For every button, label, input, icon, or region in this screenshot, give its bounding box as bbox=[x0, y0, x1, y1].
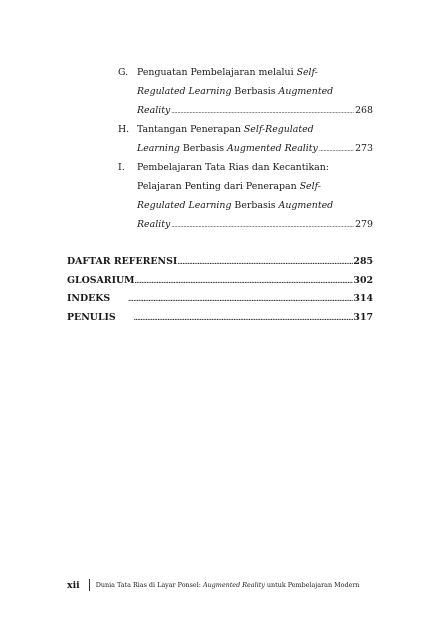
dot-leader bbox=[134, 315, 354, 322]
entry-label: GLOSARIUM bbox=[67, 275, 135, 286]
entry-leader-line: Reality ..... 268 bbox=[137, 105, 373, 116]
dot-leader bbox=[177, 259, 353, 266]
toc-entry-g[interactable] bbox=[118, 67, 373, 121]
footer-book-title: Dunia Tata Rias di Layar Ponsel: Augmented Reality untuk Pembelajaran Modern bbox=[95, 581, 360, 589]
toc-entry-indeks[interactable] bbox=[67, 293, 373, 304]
toc-entry-penulis[interactable] bbox=[67, 312, 373, 323]
entry-leader-line: Learning Berbasis Augmented Reality ..... 273 bbox=[137, 143, 373, 154]
entry-letter: I. bbox=[118, 162, 125, 173]
entry-letter: H. bbox=[118, 124, 130, 135]
page-number: 314 bbox=[353, 293, 373, 304]
dot-leader bbox=[319, 146, 354, 153]
page-number: 285 bbox=[353, 256, 373, 267]
dot-leader bbox=[135, 278, 354, 285]
entry-line: Regulated Learning Berbasis Augmented bbox=[137, 86, 334, 97]
entry-line: Pembelajaran Tata Rias dan Kecantikan: bbox=[137, 162, 329, 173]
entry-line: Tantangan Penerapan Self-Regulated bbox=[137, 124, 314, 135]
page-footer bbox=[67, 578, 367, 592]
footer-divider bbox=[89, 579, 90, 591]
dot-leader bbox=[128, 296, 353, 303]
page-number: 279 bbox=[355, 219, 373, 230]
page-number: 268 bbox=[355, 105, 373, 116]
toc-entry-glosarium[interactable] bbox=[67, 275, 373, 286]
page-number: 273 bbox=[355, 143, 373, 154]
entry-label: INDEKS bbox=[67, 293, 111, 304]
page-number: 317 bbox=[353, 312, 373, 323]
entry-line: Pelajaran Penting dari Penerapan Self- bbox=[137, 181, 321, 192]
dot-leader bbox=[171, 222, 354, 229]
footer-page-number: xii bbox=[67, 579, 80, 591]
entry-letter: G. bbox=[118, 67, 129, 78]
dot-leader bbox=[171, 108, 354, 115]
entry-label: DAFTAR REFERENSI bbox=[67, 256, 178, 267]
toc-entry-daftar-referensi[interactable] bbox=[67, 256, 373, 267]
page-number: 302 bbox=[353, 275, 373, 286]
toc-entry-i[interactable] bbox=[118, 162, 373, 236]
entry-line: Penguatan Pembelajaran melalui Self- bbox=[137, 67, 318, 78]
entry-label: PENULIS bbox=[67, 312, 116, 323]
entry-line: Regulated Learning Berbasis Augmented bbox=[137, 200, 334, 211]
toc-entry-h[interactable] bbox=[118, 124, 373, 160]
entry-leader-line: Reality ..... 279 bbox=[137, 219, 373, 230]
